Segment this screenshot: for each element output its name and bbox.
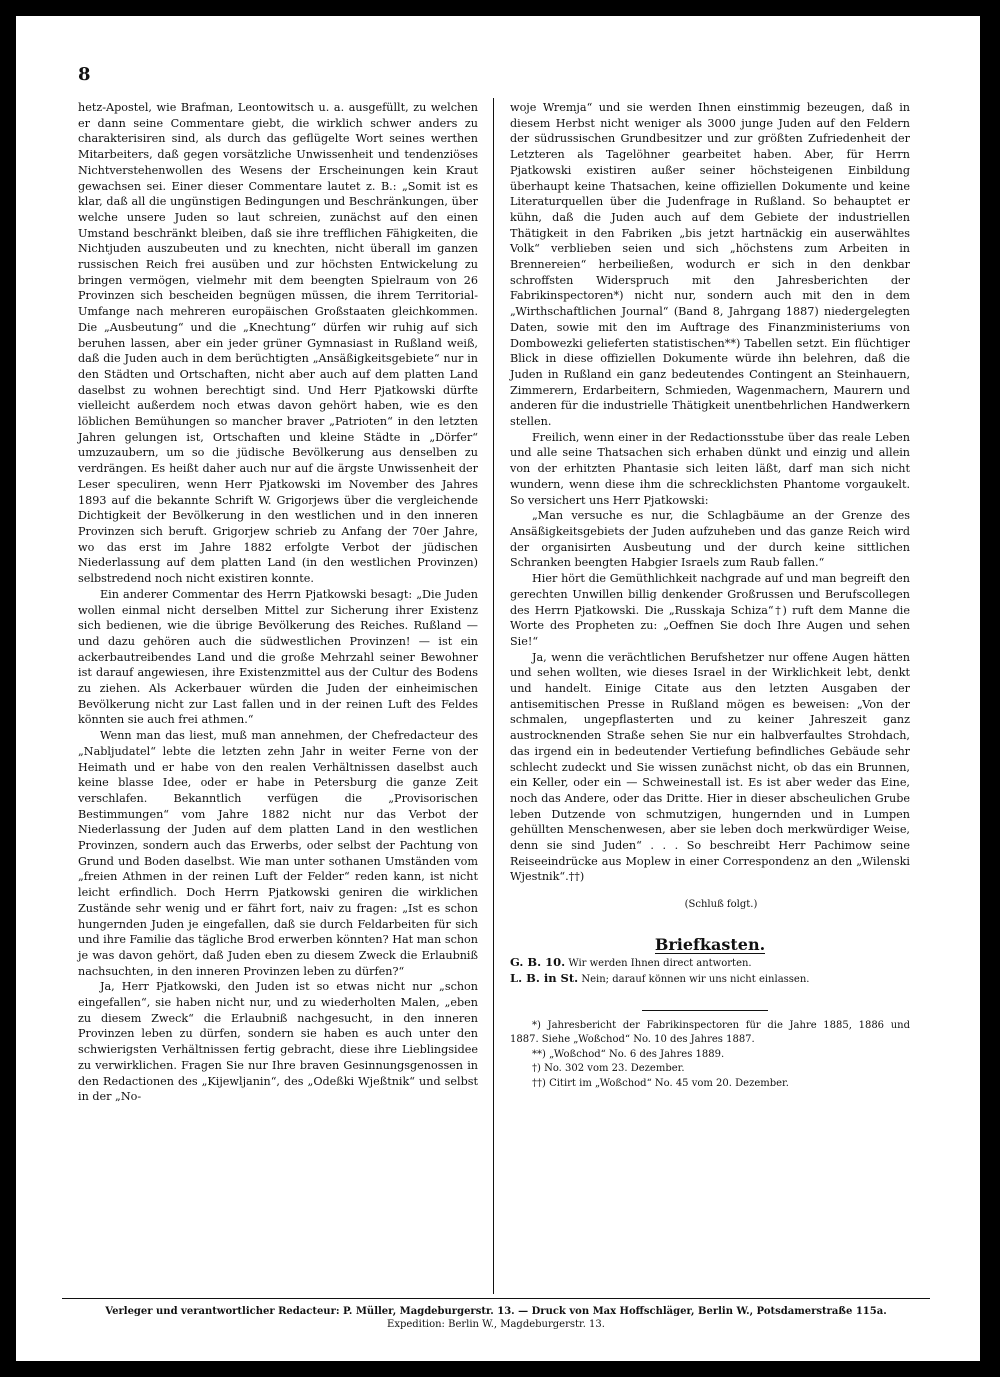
continuation-note: (Schluß folgt.): [684, 899, 758, 911]
article-paragraph: Ein anderer Commentar des Herrn Pjatkowski besagt: „Die Juden wollen einmal nicht derselben Mittel zur Sicherung ihrer Existenz sich bedienen, wie die übrige Bevölkerung des Reiches. Rußland — und dazu gehören auch die südwestlichen Provinzen! — ist ein ackerbautreibendes Land und die große Mehrzahl seiner Bewohner ist darauf angewiesen, ihre Existenzmittel aus der Cultur des Bodens zu ziehen. Als Ackerbauer würden die Juden der einheimischen Bevölkerung nicht zur Last fallen und in der reinen Luft des Feldes könnten sie auch frei athmen.“: [78, 587, 478, 727]
expedition-line: Expedition: Berlin W., Magdeburgerstr. 13.: [387, 1319, 605, 1330]
letterbox-code: L. B. in St.: [510, 971, 579, 986]
newspaper-page: [16, 16, 980, 1361]
article-paragraph: woje Wremja“ und sie werden Ihnen einstimmig bezeugen, daß in diesem Herbst nicht weniger als 3000 junge Juden auf den Feldern der südrussischen Grundbesitzer und zur größten Zufriedenheit der Letzteren als Tagelöhner gearbeitet haben. Aber, für Herrn Pjatkowski existiren außer seiner höchsteigenen Einbildung überhaupt keine Thatsachen, keine offiziellen Dokumente und keine Literaturquellen über die Judenfrage in Rußland. So behauptet er kühn, daß die Juden auch auf dem Gebiete der industriellen Thätigkeit in den Fabriken „bis jetzt hartnäckig ein auserwähltes Volk“ verblieben seien und sich „höchstens zum Arbeiten in Brennereien“ herbeiließen, wodurch er sich in den denkbar schroffsten Widerspruch mit den Jahresberichten der Fabrikinspectoren*) nicht nur, sondern auch mit den in dem „Wirthschaftlichen Journal“ (Band 8, Jahrgang 1887) niedergelegten Daten, sowie mit den im Auftrage des Finanzministeriums von Dombowezki gelieferten statistischen**) Tabellen setzt. Ein flüchtiger Blick in diese offiziellen Dokumente würde ihn belehren, daß die Juden in Rußland ein ganz bedeutendes Contingent an Steinhauern, Zimmerern, Erdarbeitern, Schmieden, Wagenmachern, Maurern und anderen für die industrielle Thätigkeit unentbehrlichen Handwerkern stellen.: [510, 101, 910, 429]
article-paragraph: Ja, wenn die verächtlichen Berufshetzer nur offene Augen hätten und sehen wollten, wie dieses Israel in der Wirklichkeit lebt, denkt und handelt. Einige Citate aus den letzten Ausgaben der antisemitischen Presse in Rußland mögen es beweisen: „Von der schmalen, ungepflasterten und zu keiner Jahreszeit ganz austrocknenden Straße sehen Sie nur ein halbverfaultes Strohdach, das irgend ein in bedeutender Vertiefung befindliches Gebäude sehr schlecht zudeckt und Sie wissen zunächst nicht, ob das ein Brunnen, ein Keller, oder ein — Schweinestall ist. Es ist aber weder das Eine, noch das Andere, oder das Dritte. Hier in dieser abscheulichen Grube leben Dutzende von schmutzigen, hungernden und in Lumpen gehüllten Menschenwesen, aber sie leben doch merkwürdiger Weise, denn sie sind Juden“ . . . So beschreibt Herr Pachimow seine Reiseeindrücke aus Moplew in einer Correspondenz an den „Wilenski Wjestnik“.††): [510, 650, 910, 884]
imprint-rule: [62, 1298, 930, 1299]
letterbox-entry: [510, 955, 910, 972]
article-paragraph: hetz-Apostel, wie Brafman, Leontowitsch u. a. ausgefüllt, zu welchen er dann seine Commentare giebt, die wirklich schwer anders zu charakterisiren sind, als durch das geflügelte Wort seines werthen Mitarbeiters, daß gegen vorsätzliche Unwissenheit und tendenziöses Nichtverstehenwollen des Wesens der Erscheinungen kein Kraut gewachsen sei. Einer dieser Commentare lautet z. B.: „Somit ist es klar, daß all die ungünstigen Bedingungen und Beschränkungen, über welche unsere Juden so laut schreien, zunächst auf den einen Umstand beschränkt bleiben, daß sie ihre trefflichen Fähigkeiten, die Nichtjuden auszubeuten und zu knechten, nicht überall im ganzen russischen Reich frei ausüben und zur höchsten Entwickelung zu bringen vermögen, vielmehr mit dem beengten Spielraum von 26 Provinzen sich bescheiden begnügen müssen, die ihrem Territorial-Umfange nach mehreren europäischen Großstaaten gleichkommen. Die „Ausbeutung“ und die „Knechtung“ dürfen wir ruhig auf sich beruhen lassen, aber ein jeder grüner Gymnasiast in Rußland weiß, daß die Juden auch in dem berüchtigten „Ansäßigkeitsgebiete“ nur in den Städten und Ortschaften, nicht aber auch auf dem platten Land daselbst zu wohnen berechtigt sind. Und Herr Pjatkowski dürfte vielleicht außerdem noch etwas davon gehört haben, wie es den löblichen Bemühungen so mancher braver „Patrioten“ in den letzten Jahren gelungen ist, Ortschaften und kleine Städte in „Dörfer“ umzuzaubern, um so die jüdische Bevölkerung aus denselben zu verdrängen. Es heißt daher auch nur auf die ärgste Unwissenheit der Leser speculiren, wenn Herr Pjatkowski im November des Jahres 1893 auf die bekannte Schrift W. Grigorjews über die vergleichende Dichtigkeit der Bevölkerung in den westlichen und in den inneren Provinzen sich beruft. Grigorjew schrieb zu Anfang der 70er Jahre, wo das erst im Jahre 1882 erfolgte Verbot der jüdischen Niederlassung auf dem platten Land (in den westlichen Provinzen) selbstredend noch nicht existiren konnte.: [78, 101, 478, 586]
letterbox-section: [510, 934, 910, 955]
article-paragraph: Wenn man das liest, muß man annehmen, der Chefredacteur des „Nabljudatel“ lebte die letzten zehn Jahr in weiter Ferne von der Heimath und er habe von den realen Verhältnissen daselbst auch keine blasse Idee, oder er habe in Petersburg die ganze Zeit verschlafen. Bekanntlich verfügen die „Provisorischen Bestimmungen“ vom Jahre 1882 nicht nur das Verbot der Niederlassung der Juden auf dem platten Land in den westlichen Provinzen, sondern auch das Erwerbs, oder selbst der Pachtung von Grund und Boden daselbst. Wie man unter sothanen Umständen vom „freien Athmen in der reinen Luft der Felder“ reden kann, ist nicht leicht erfindlich. Doch Herrn Pjatkowski geniren die wirklichen Zustände sehr wenig und er fährt fort, naiv zu fragen: „Ist es schon hungernden Juden je eingefallen, daß sie durch Feldarbeiten für sich und ihre Familie das tägliche Brod erwerben könnten? Hat man schon je was davon gehört, daß Juden eben zu diesem Zweck die Erlaubniß nachsuchten, in den inneren Provinzen leben zu dürfen?“: [78, 729, 478, 978]
right-column: [510, 100, 910, 1091]
letterbox-title: Briefkasten.: [654, 934, 766, 954]
article-paragraph: Freilich, wenn einer in der Redactionsstube über das reale Leben und alle seine Thatsachen sich erhaben dünkt und einzig und allein von der erhitzten Phantasie sich leiten läßt, darf man sich nicht wundern, wenn diese ihm die schrecklichsten Phantome vorgaukelt. So versichert uns Herr Pjatkowski:: [510, 430, 910, 507]
column-divider: [493, 98, 494, 1294]
footnote: *) Jahresbericht der Fabrikinspectoren für die Jahre 1885, 1886 und 1887. Siehe „Woßchod“ No. 10 des Jahres 1887.: [510, 1019, 910, 1046]
footnote: ††) Citirt im „Woßchod“ No. 45 vom 20. Dezember.: [532, 1077, 789, 1089]
letterbox-text: Wir werden Ihnen direct antworten.: [568, 957, 752, 969]
page-number: 8: [78, 64, 91, 85]
footnote: **) „Woßchod“ No. 6 des Jahres 1889.: [532, 1048, 725, 1060]
letterbox-entry: [510, 971, 910, 988]
letterbox-text: Nein; darauf können wir uns nicht einlassen.: [581, 974, 810, 986]
imprint: [62, 1305, 930, 1331]
publisher-line: Verleger und verantwortlicher Redacteur: P. Müller, Magdeburgerstr. 13. — Druck von Max Hoffschläger, Berlin W., Potsdamerstraße 115a.: [105, 1306, 887, 1317]
article-paragraph: Ja, Herr Pjatkowski, den Juden ist so etwas nicht nur „schon eingefallen“, sie haben nicht nur, und zu wiederholten Malen, „eben zu diesem Zweck“ die Erlaubniß nachgesucht, in den inneren Provinzen leben zu dürfen, sondern sie haben es auch unter den schwierigsten Verhältnissen fertig gebracht, diese ihre Lieblingsidee zu verwirklichen. Fragen Sie nur Ihre braven Gesinnungsgenossen in den Redactionen des „Kijewljanin“, des „Odeßki Wjeßtnik“ und selbst in der „No-: [78, 980, 478, 1104]
footnote-rule: [642, 1010, 768, 1011]
footnote: †) No. 302 vom 23. Dezember.: [532, 1063, 685, 1075]
letterbox-code: G. B. 10.: [510, 954, 566, 969]
left-column: [78, 100, 478, 1105]
footnotes: [510, 1019, 910, 1092]
article-paragraph: Hier hört die Gemüthlichkeit nachgrade auf und man begreift den gerechten Unwillen billig denkender Großrussen und Berufscollegen des Herrn Pjatkowski. Die „Russkaja Schiza“†) ruft dem Manne die Worte des Propheten zu: „Oeffnen Sie doch Ihre Augen und sehen Sie!“: [510, 572, 910, 648]
article-quote: „Man versuche es nur, die Schlagbäume an der Grenze des Ansäßigkeitsgebiets der Juden aufzuheben und das ganze Reich wird der organisirten Ausbeutung und der durch keine sittlichen Schranken beengten Habgier Israels zum Raub fallen.“: [510, 509, 910, 570]
